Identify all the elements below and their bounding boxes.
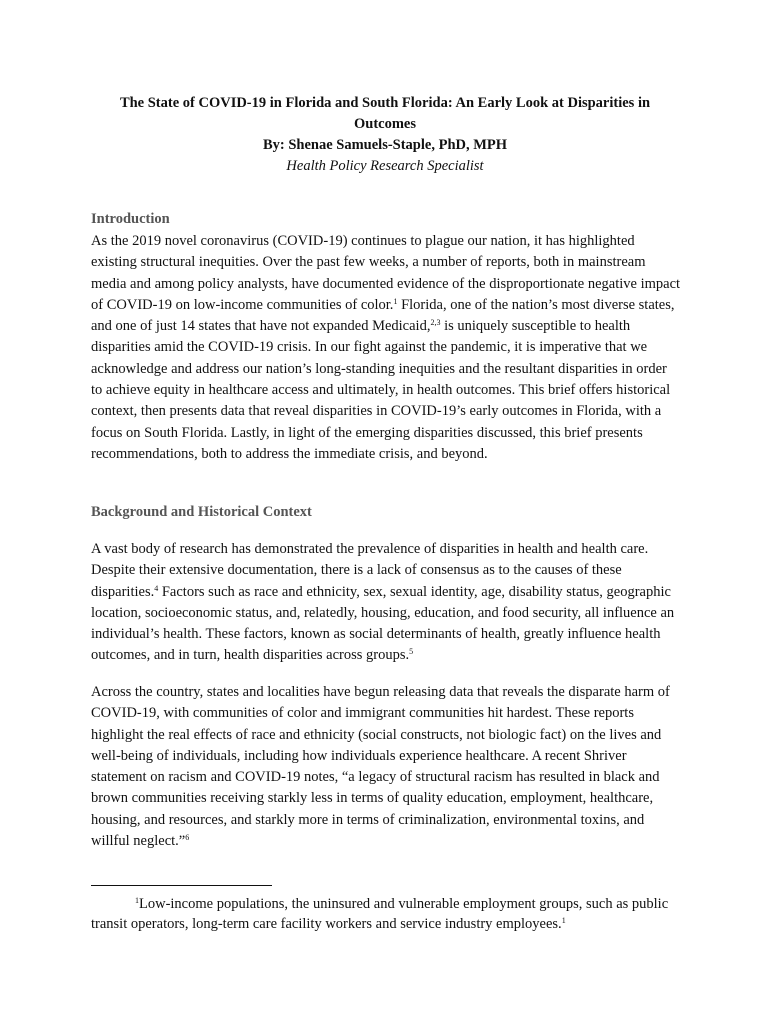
background-paragraph-2: Across the country, states and localities have begun releasing data that reveals the disparate harm of COVID-19, with communities of color and immigrant communities hit hardest. These reports highlight the real effects of race and ethnicity (social constructs, not biologic fact) on the lives and well-being of individuals, including how individuals experience healthcare. A recent Shriver statement on racism and COVID-19 notes, “a legacy of structural racism has resulted in black and brown communities receiving starkly less in terms of quality education, employment, healthcare, housing, and resources, and starkly more in terms of criminalization, environmental toxins, and willful neglect.”$^6$ — [91, 684, 670, 850]
background-heading: Background and Historical Context — [91, 504, 312, 520]
author-byline: By: Shenae Samuels-Staple, PhD, MPH — [262, 137, 508, 153]
footnote-text: Low-income populations, the uninsured and vulnerable employment groups, such as public transit operators, long-term care facility workers and service industry employees. — [91, 896, 669, 932]
introduction-paragraph: As the 2019 novel coronavirus (COVID-19) continues to plague our nation, it has highlighted existing structural inequities. Over the past few weeks, a number of reports, both in mainstream media and among policy analysts, have documented evidence of the disproportionate negative impact of COVID-19 on low-income communities of color.$^1$ Florida, one of the nation’s most diverse states, and one of just 14 states that have not expanded Medicaid,$^{2,3}$ is uniquely susceptible to health disparities amid the COVID-19 crisis. In our fight against the pandemic, it is imperative that we acknowledge and address our nation’s long-standing inequities and the resultant disparities in order to achieve equity in healthcare access and ultimately, in health outcomes. This brief offers historical context, then presents data that reveal disparities in COVID-19’s early outcomes in Florida, with a focus on South Florida. Lastly, in light of the emerging disparities discussed, this brief presents recommendations, both to address the immediate crisis, and beyond. — [91, 233, 681, 462]
footnote-ref[interactable]: 2,3 — [430, 318, 441, 328]
footnote — [91, 894, 681, 934]
author-role: Health Policy Research Specialist — [286, 158, 484, 174]
document-title: The State of COVID-19 in Florida and South Florida: An Early Look at Disparities in Outcomes — [119, 95, 651, 132]
footnote-divider — [91, 885, 272, 886]
footnote-ref[interactable]: 4 — [154, 583, 159, 593]
footnote-ref[interactable]: 5 — [409, 647, 414, 657]
title-block — [91, 93, 679, 177]
footnote-ref[interactable]: 1 — [393, 296, 398, 306]
footnote-ref[interactable]: 6 — [185, 833, 190, 843]
footnote-end-ref: 1 — [561, 916, 566, 925]
footnote-marker: 1 — [135, 896, 139, 905]
background-paragraph-1: A vast body of research has demonstrated the prevalence of disparities in health and health care. Despite their extensive documentation, there is a lack of consensus as to the causes of these disparities.$^4$ Factors such as race and ethnicity, sex, sexual identity, age, disability status, geographic location, socioeconomic status, and, relatedly, housing, education, and food security, all influence an individual’s health. These factors, known as social determinants of health, greatly influence health outcomes, and in turn, health disparities across groups.$^5$ — [91, 541, 675, 664]
introduction-heading: Introduction — [91, 211, 170, 227]
